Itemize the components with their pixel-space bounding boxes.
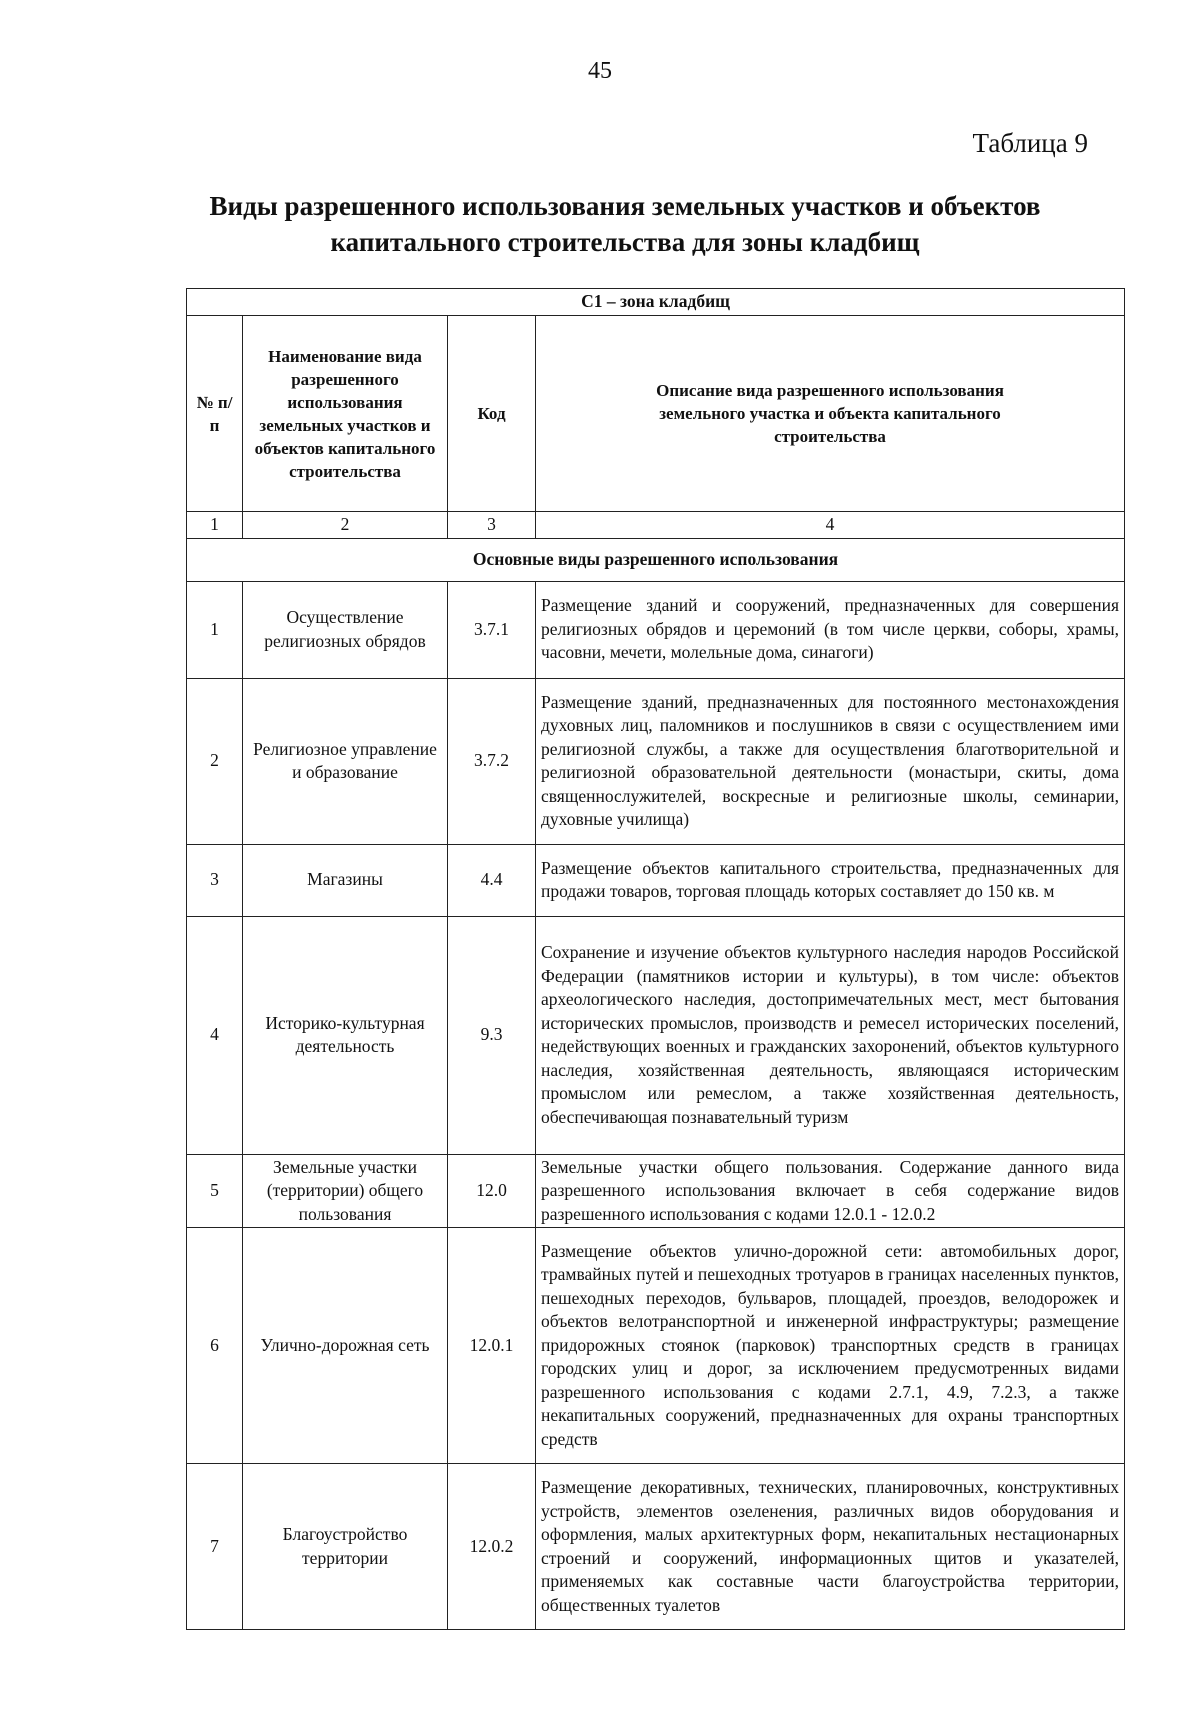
table-row	[187, 1154, 1125, 1228]
column-number-row	[187, 512, 1125, 539]
row-num: 2	[187, 678, 243, 844]
zone-title-row	[187, 289, 1125, 316]
zone-title: С1 – зона кладбищ	[187, 289, 1125, 316]
row-code: 3.7.1	[448, 581, 536, 678]
row-description: Размещение зданий и сооружений, предназначенных для совершения религиозных обрядов и церемоний (в том числе церкви, соборы, храмы, часовни, мечети, молельные дома, синагоги)	[536, 581, 1125, 678]
row-code: 12.0	[448, 1154, 536, 1228]
table-row	[187, 1464, 1125, 1630]
row-num: 5	[187, 1154, 243, 1228]
row-name: Осуществление религиозных обрядов	[243, 581, 448, 678]
section-row	[187, 538, 1125, 581]
row-num: 3	[187, 844, 243, 916]
header-code: Код	[448, 316, 536, 512]
document-title	[150, 188, 1100, 260]
row-name: Земельные участки (территории) общего пользования	[243, 1154, 448, 1228]
row-description: Размещение объектов капитального строительства, предназначенных для продажи товаров, торговая площадь которых составляет до 150 кв. м	[536, 844, 1125, 916]
page-number: 45	[588, 58, 612, 84]
row-name: Благоустройство территории	[243, 1464, 448, 1630]
row-description: Земельные участки общего пользования. Содержание данного вида разрешенного использования включает в себя содержание видов разрешенного использования с кодами 12.0.1 - 12.0.2	[536, 1154, 1125, 1228]
section-title: Основные виды разрешенного использования	[187, 538, 1125, 581]
row-code: 12.0.2	[448, 1464, 536, 1630]
row-name: Улично-дорожная сеть	[243, 1228, 448, 1464]
row-code: 4.4	[448, 844, 536, 916]
title-line-2: капитального строительства для зоны кладбищ	[330, 227, 920, 257]
table-label: Таблица 9	[972, 128, 1088, 158]
row-num: 6	[187, 1228, 243, 1464]
row-code: 9.3	[448, 916, 536, 1154]
header-num: № п/п	[187, 316, 243, 512]
land-use-table	[186, 288, 1125, 1630]
column-number: 4	[536, 512, 1125, 539]
column-number: 1	[187, 512, 243, 539]
row-name: Историко-культурная деятельность	[243, 916, 448, 1154]
row-name: Религиозное управление и образование	[243, 678, 448, 844]
row-name: Магазины	[243, 844, 448, 916]
row-num: 7	[187, 1464, 243, 1630]
title-line-1: Виды разрешенного использования земельных участков и объектов	[209, 191, 1041, 221]
header-name: Наименование вида разрешенного использования земельных участков и объектов капитального строительства	[243, 316, 448, 512]
table-row	[187, 1228, 1125, 1464]
table-row	[187, 844, 1125, 916]
table-row	[187, 678, 1125, 844]
row-description: Размещение зданий, предназначенных для постоянного местонахождения духовных лиц, паломников и послушников в связи с осуществлением ими религиозной службы, а также для осуществления благотворительной и религиозной образовательной деятельности (монастыри, скиты, дома священнослужителей, воскресные и религиозные школы, семинарии, духовные училища)	[536, 678, 1125, 844]
header-row	[187, 316, 1125, 512]
row-num: 1	[187, 581, 243, 678]
row-description: Размещение декоративных, технических, планировочных, конструктивных устройств, элементов озеленения, различных видов оборудования и оформления, малых архитектурных форм, некапитальных нестационарных строений и сооружений, информационных щитов и указателей, применяемых как составные части благоустройства территории, общественных туалетов	[536, 1464, 1125, 1630]
row-num: 4	[187, 916, 243, 1154]
row-description: Размещение объектов улично-дорожной сети: автомобильных дорог, трамвайных путей и пешеходных тротуаров в границах населенных пунктов, пешеходных переходов, бульваров, площадей, проездов, велодорожек и объектов велотранспортной и инженерной инфраструктуры; размещение придорожных стоянок (парковок) транспортных средств в границах городских улиц и дорог, за исключением предусмотренных видами разрешенного использования с кодами 2.7.1, 4.9, 7.2.3, а также некапитальных сооружений, предназначенных для охраны транспортных средств	[536, 1228, 1125, 1464]
row-code: 12.0.1	[448, 1228, 536, 1464]
table-row	[187, 581, 1125, 678]
row-code: 3.7.2	[448, 678, 536, 844]
table-row	[187, 916, 1125, 1154]
row-description: Сохранение и изучение объектов культурного наследия народов Российской Федерации (памятников истории и культуры), в том числе: объектов археологического наследия, достопримечательных мест, мест бытования исторических промыслов, производств и ремесел исторических поселений, недействующих военных и гражданских захоронений, объектов культурного наследия, хозяйственная деятельность, являющаяся историческим промыслом или ремеслом, а также хозяйственная деятельность, обеспечивающая познавательный туризм	[536, 916, 1125, 1154]
column-number: 2	[243, 512, 448, 539]
header-description: Описание вида разрешенного использования земельного участка и объекта капитального строительства	[536, 316, 1125, 512]
column-number: 3	[448, 512, 536, 539]
